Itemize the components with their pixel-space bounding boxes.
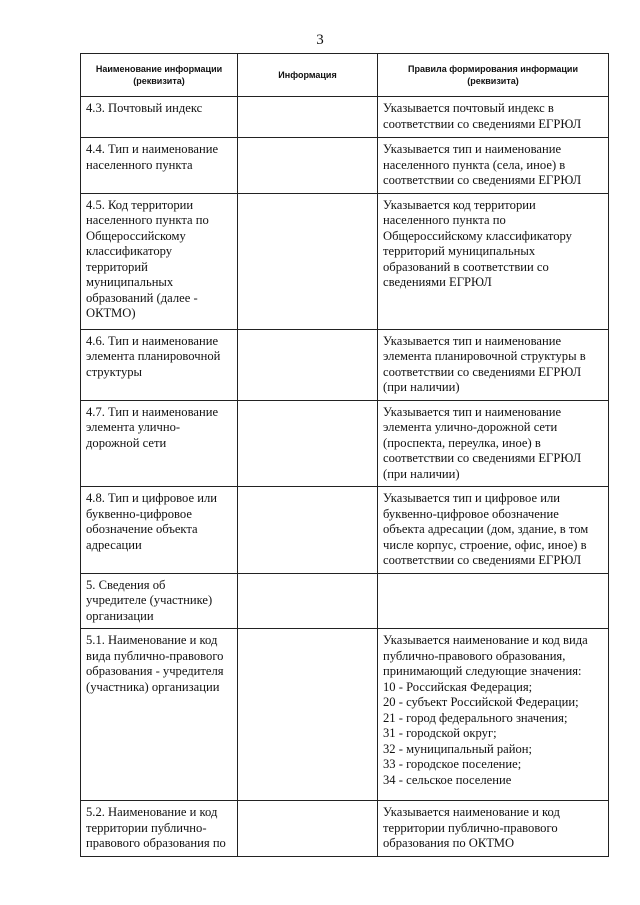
table-row <box>81 138 609 194</box>
requisite-name: 4.3. Почтовый индекс <box>81 97 238 138</box>
table-row <box>81 193 609 329</box>
requisite-rule <box>378 573 609 629</box>
requisite-rule: Указывается тип и наименование населенного пункта (села, иное) в соответствии со сведениями ЕГРЮЛ <box>378 138 609 194</box>
requisite-name: 5.2. Наименование и код территории публично- правового образования по <box>81 801 238 857</box>
requisite-rule: Указывается почтовый индекс в соответствии со сведениями ЕГРЮЛ <box>378 97 609 138</box>
requisite-info <box>238 400 378 487</box>
table-header-row <box>81 54 609 97</box>
header-info: Информация <box>238 54 378 97</box>
table-row <box>81 573 609 629</box>
requisite-name: 4.7. Тип и наименование элемента улично- дорожной сети <box>81 400 238 487</box>
requisite-info <box>238 801 378 857</box>
header-rule: Правила формирования информации (реквизита) <box>378 54 609 97</box>
requisite-info <box>238 138 378 194</box>
requisite-info <box>238 329 378 400</box>
requisite-rule: Указывается наименование и код территории публично-правового образования по ОКТМО <box>378 801 609 857</box>
requisite-name: 5. Сведения об учредителе (участнике) организации <box>81 573 238 629</box>
requisite-name: 4.6. Тип и наименование элемента планировочной структуры <box>81 329 238 400</box>
requisite-name: 4.8. Тип и цифровое или буквенно-цифровое обозначение объекта адресации <box>81 487 238 574</box>
requisite-info <box>238 487 378 574</box>
table-row <box>81 801 609 857</box>
requisite-name: 4.5. Код территории населенного пункта по Общероссийскому классификатору территорий муниципальных образований (далее - ОКТМО) <box>81 193 238 329</box>
requisite-rule: Указывается код территории населенного пункта по Общероссийскому классификатору территорий муниципальных образований в соответствии со сведениями ЕГРЮЛ <box>378 193 609 329</box>
requisite-rule: Указывается тип и наименование элемента улично-дорожной сети (проспекта, переулка, иное) в соответствии со сведениями ЕГРЮЛ (при наличии) <box>378 400 609 487</box>
table-row <box>81 629 609 801</box>
header-name: Наименование информации (реквизита) <box>81 54 238 97</box>
requisite-rule: Указывается тип и наименование элемента планировочной структуры в соответствии со сведениями ЕГРЮЛ (при наличии) <box>378 329 609 400</box>
requisite-info <box>238 629 378 801</box>
table-row <box>81 487 609 574</box>
requisite-name: 5.1. Наименование и код вида публично-правового образования - учредителя (участника) организации <box>81 629 238 801</box>
table-row <box>81 400 609 487</box>
requisite-info <box>238 573 378 629</box>
requisite-rule: Указывается тип и цифровое или буквенно-цифровое обозначение объекта адресации (дом, здание, в том числе корпус, строение, офис, иное) в соответствии со сведениями ЕГРЮЛ <box>378 487 609 574</box>
table-row <box>81 329 609 400</box>
requisites-table <box>80 53 609 857</box>
requisite-name: 4.4. Тип и наименование населенного пункта <box>81 138 238 194</box>
requisite-info <box>238 193 378 329</box>
table-row <box>81 97 609 138</box>
requisite-info <box>238 97 378 138</box>
requisite-rule: Указывается наименование и код вида публично-правового образования, принимающий следующие значения: 10 - Российская Федерация; 20 - субъект Российской Федерации; 21 - город федерального значения; 31 - городской округ; 32 - муниципальный район; 33 - городское поселение; 34 - сельское поселение <box>378 629 609 801</box>
page-number: 3 <box>316 32 324 48</box>
